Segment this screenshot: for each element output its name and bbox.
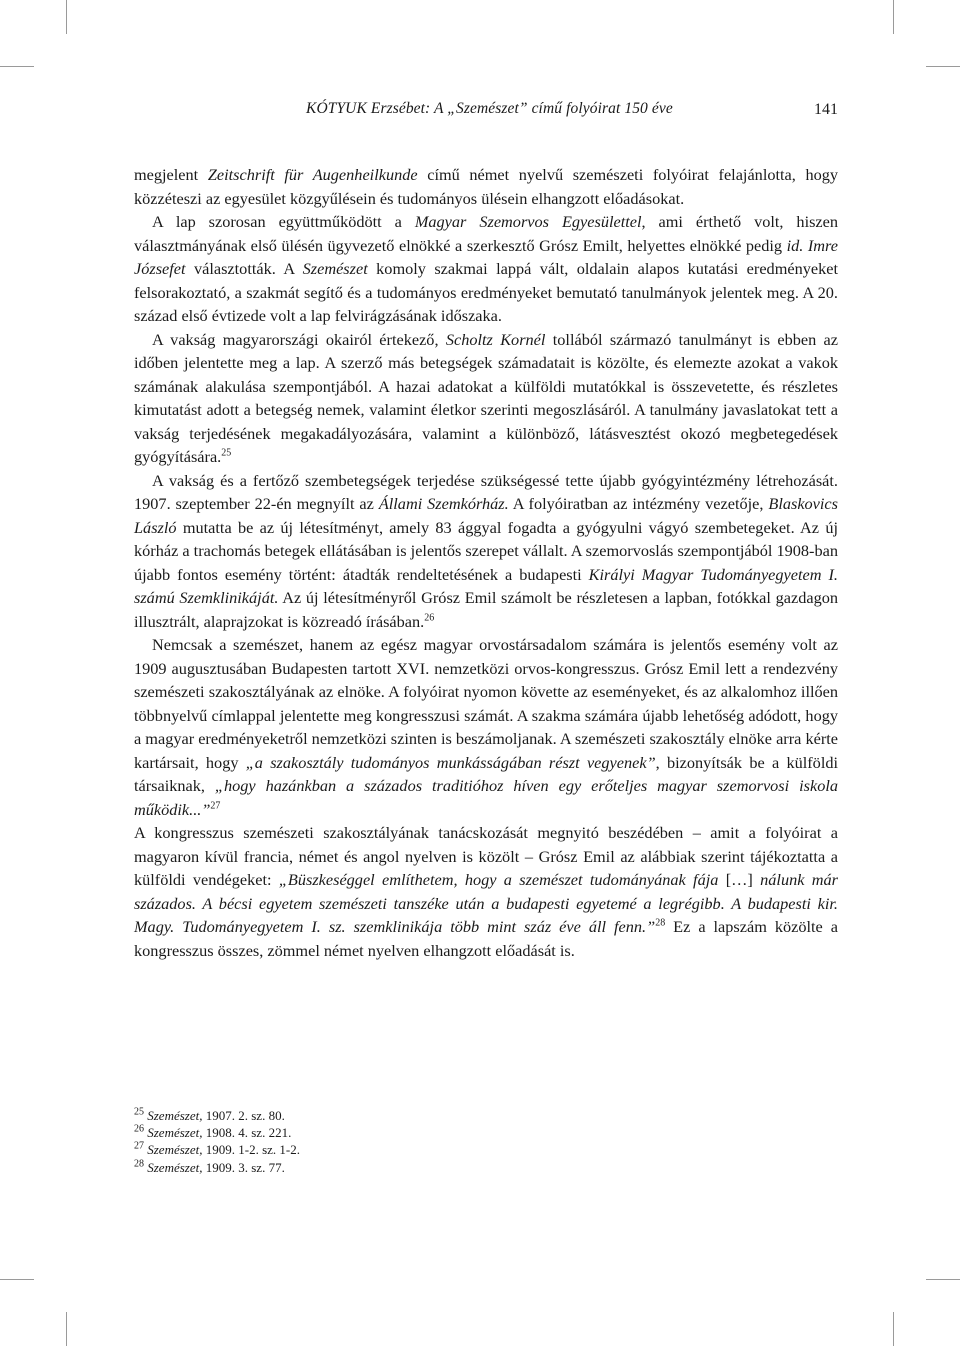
crop-mark-bottom-right-h bbox=[926, 1279, 960, 1280]
text-run: Nemcsak a szemészet, hanem az egész magyar orvostársadalom számára is jelentős esemény volt az 1909 augusztusában Budapesten tartott XVI. nemzetközi orvos-kongresszus. Grósz Emil lett a rendezvény szemészeti szakosztályának az elnöke. A folyóirat nyomon követte az eseményeket, és az alkalomhoz illően többnyelvű címlappal jelentette meg kongresszusi számát. A szakma számára újabb lehetőség adódott, hogy a magyar eredményeketről nemzetközi szinten is beszámoljanak. A szemészeti szakosztály elnöke arra kérte kartársait, hogy bbox=[134, 635, 838, 772]
footnote-source: Szemészet, bbox=[147, 1159, 203, 1175]
italic-text: Magyar Szemorvos Egyesülettel bbox=[414, 212, 642, 231]
footnote-source: Szemészet, bbox=[147, 1142, 203, 1158]
footnote-ref: 26 bbox=[424, 612, 435, 624]
body-text bbox=[134, 163, 838, 962]
page-number: 141 bbox=[814, 101, 838, 118]
footnote bbox=[134, 1141, 838, 1158]
footnote-ref: 25 bbox=[221, 447, 232, 459]
text-run: tollából származó tanulmányt is ebben az időben jelentette meg a lap. A szerző más betegségek számadatait is közölte, és elemezte azokat a vakok számának alakulása szempontjából. A hazai adatokat a külföldi mutatókkal is összevetette, és részletes kimutatást adott a betegség nemek, valamint életkor szerinti megoszlásáról. A tanulmány javaslatokat tett a vakság terjedésének megakadályozására, valamint a különböző, látásvesztést okozó megbetegedések gyógyítására. bbox=[134, 329, 839, 466]
italic-text: Szemészet bbox=[302, 259, 368, 278]
footnote bbox=[134, 1159, 838, 1176]
running-head: KÓTYUK Erzsébet: A „Szemészet” című folyóirat 150 éve bbox=[306, 100, 673, 117]
footnote-number: 26 bbox=[134, 1123, 144, 1135]
italic-text: id. Imre Józsefet bbox=[134, 235, 838, 278]
italic-text: „Büszkeséggel említhetem, hogy a szemészet tudományának fája bbox=[278, 870, 719, 889]
text-run: mutatta be az új létesítményt, amely 83 ággyal fogadta a gyógyulni vágyó szembetegeket. Az új kórház a trachomás betegek ellátásában is jelentős szerepet vállalt. A szemorvoslás szempontjából 1908-ban újabb fontos esemény történt: átadták rendeltetésének a budapesti bbox=[134, 517, 838, 584]
crop-mark-bottom-left-v bbox=[66, 1312, 67, 1346]
text-run: A kongresszus szemészeti szakosztályának tanácskozását megnyitó beszédében – amit a folyóirat a magyaron kívül francia, német és angol nyelven is közölt – Grósz Emil az alábbiak szerint tájékoztatta a külföldi vendégeket: bbox=[134, 823, 838, 889]
footnote bbox=[134, 1107, 838, 1124]
text-run: választották. A bbox=[185, 259, 303, 278]
footnote-source: Szemészet, bbox=[147, 1125, 203, 1141]
text-run: című német nyelvű szemészeti folyóirat felajánlotta, hogy közzéteszi az egyesület közgyűlésein és tudományos ülésein elhangzott előadásokat. bbox=[134, 165, 839, 208]
italic-text: Zeitschrift für Augenheilkunde bbox=[207, 165, 418, 184]
crop-mark-bottom-right-v bbox=[893, 1312, 894, 1346]
paragraph bbox=[134, 633, 838, 821]
footnote-detail: 1909. 3. sz. 77. bbox=[202, 1159, 285, 1175]
footnote-detail: 1908. 4. sz. 221. bbox=[202, 1125, 292, 1141]
italic-text: „a szakosztály tudományos munkásságában részt vegyenek” bbox=[245, 752, 656, 772]
text-run: komoly szakmai lappá vált, oldalain alapos kutatási eredményeket felsorakoztató, a szakmát segítő és a tudományos eredményeket bemutató tanulmányok jelentek meg. A 20. század első évtizede volt a lap felvirágzásának időszaka. bbox=[134, 259, 838, 325]
paragraph bbox=[134, 469, 838, 634]
paragraph bbox=[134, 163, 838, 210]
italic-text: „hogy hazánkban a százados traditióhoz híven egy erőteljes magyar szemorvosi iskola működik...” bbox=[134, 776, 839, 819]
footnote-ref: 27 bbox=[210, 800, 221, 812]
text-run: , ami érthető volt, hiszen választmányának első ülésén ügyvezető elnökké a szerkesztő Grósz Emilt, helyettes elnökké pedig bbox=[134, 212, 839, 255]
text-run: A vakság és a fertőző szembetegségek terjedése szükségessé tette újabb gyógyintézmény létrehozását. 1907. szeptember 22-én megnyílt az bbox=[134, 470, 838, 513]
italic-text: Királyi Magyar Tudományegyetem I. számú Szemklinikáját. bbox=[134, 564, 838, 607]
text-run: , bizonyítsák be a külföldi társaiknak, bbox=[134, 752, 839, 795]
crop-mark-top-right-v bbox=[893, 0, 894, 34]
paragraph bbox=[134, 821, 838, 962]
paragraph bbox=[134, 328, 838, 469]
italic-text: nálunk már százados. A bécsi egyetem szemészeti tanszéke után a budapesti egyetemé a legrégibb. A budapesti kir. Magy. Tudományegyetem I. sz. szemklinikája több mint száz éve áll fenn.” bbox=[134, 870, 839, 936]
italic-text: Blaskovics László bbox=[134, 494, 838, 537]
footnotes bbox=[134, 1107, 838, 1176]
footnote-number: 27 bbox=[134, 1141, 144, 1153]
crop-mark-top-right-h bbox=[926, 66, 960, 67]
footnote-number: 28 bbox=[134, 1158, 144, 1170]
text-run: Ez a lapszám közölte a kongresszus összes, zömmel német nyelven elhangzott előadását is. bbox=[134, 917, 838, 960]
text-run: megjelent bbox=[134, 165, 208, 184]
text-run: A vakság magyarországi okairól értekező, bbox=[152, 329, 446, 349]
text-run: […] bbox=[718, 870, 761, 889]
crop-mark-top-left-v bbox=[66, 0, 67, 34]
text-run: Az új létesítményről Grósz Emil számolt be részletesen a lapban, fotókkal gazdagon illusztrált, alaprajzokat is közreadó írásában. bbox=[134, 588, 838, 631]
crop-mark-bottom-left-h bbox=[0, 1279, 34, 1280]
footnote-ref: 28 bbox=[655, 917, 666, 929]
italic-text: Scholtz Kornél bbox=[445, 329, 546, 349]
text-run: A lap szorosan együttműködött a bbox=[152, 212, 415, 231]
italic-text: Állami Szemkórház. bbox=[378, 494, 509, 513]
footnote-detail: 1909. 1-2. sz. 1-2. bbox=[202, 1142, 300, 1158]
footnote-number: 25 bbox=[134, 1106, 144, 1118]
page-header bbox=[134, 100, 838, 126]
paragraph bbox=[134, 210, 838, 328]
text-run: A folyóiratban az intézmény vezetője, bbox=[508, 494, 769, 513]
footnote-source: Szemészet, bbox=[147, 1108, 203, 1123]
footnote bbox=[134, 1124, 838, 1141]
footnote-detail: 1907. 2. sz. 80. bbox=[202, 1108, 285, 1123]
crop-mark-top-left-h bbox=[0, 66, 34, 67]
